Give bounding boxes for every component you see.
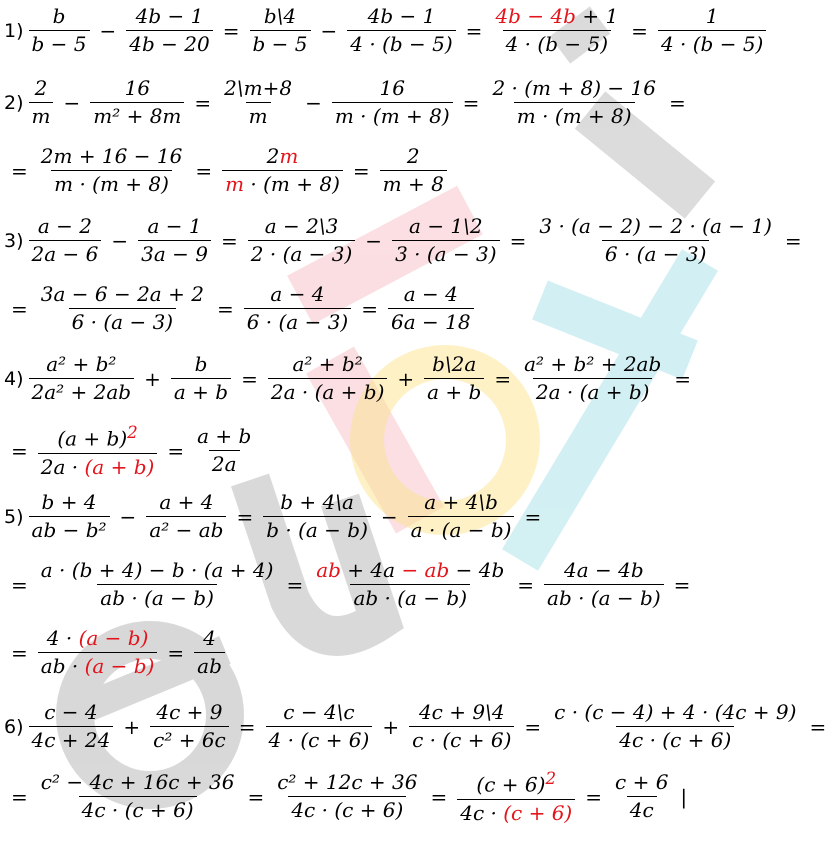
fraction: [392, 216, 500, 265]
denominator: 4 · (b − 5): [347, 30, 455, 55]
term: (a + b): [57, 426, 128, 451]
numerator: 2\m+8: [224, 76, 293, 100]
numerator: b\2a: [432, 352, 477, 376]
denominator: a + b: [424, 378, 484, 403]
equals-sign: =: [222, 18, 240, 43]
fraction: [492, 6, 621, 55]
numerator: a + b: [197, 424, 252, 449]
fraction: [150, 702, 229, 751]
denominator: m · (m + 8): [514, 102, 635, 127]
denominator: 4c · (c + 6): [616, 726, 734, 751]
denominator: 2a − 6: [29, 240, 102, 265]
numerator: c² + 12c + 36: [277, 770, 418, 795]
problem-5-line-3: [4, 628, 228, 677]
equals-sign: =: [784, 228, 802, 253]
numerator: b\4: [263, 4, 297, 28]
denominator: b − 5: [29, 30, 90, 55]
fraction: [29, 6, 90, 55]
denominator: ab · (a − b): [544, 584, 664, 609]
equals-sign: =: [194, 90, 212, 115]
numerator: [492, 6, 621, 30]
equals-sign: =: [241, 366, 258, 391]
denominator: 2 · (a − 3): [248, 240, 356, 265]
denominator: 4c · (c + 6): [288, 796, 406, 821]
equals-sign: =: [494, 366, 512, 391]
denominator: 4 · (b − 5): [658, 30, 766, 55]
equals-sign: =: [809, 714, 827, 739]
numerator: [313, 560, 507, 584]
fraction: [551, 702, 799, 751]
denominator: a + b: [171, 378, 231, 403]
fraction: [29, 354, 135, 403]
fraction: [268, 354, 388, 403]
denominator: 6 · (a − 3): [602, 240, 710, 265]
highlight-term: 4b − 4b: [495, 4, 576, 28]
denominator: [457, 799, 575, 824]
equals-sign: =: [286, 572, 304, 597]
fraction: [408, 492, 515, 541]
denominator: b · (a − b): [263, 516, 371, 541]
numerator: 4c + 9\4: [418, 700, 505, 724]
numerator: a − 4: [270, 282, 325, 306]
denominator: m + 8: [380, 170, 447, 195]
numerator: [44, 628, 152, 652]
equals-sign: =: [352, 158, 370, 183]
equals-sign: =: [465, 18, 483, 43]
minus-sign: −: [119, 504, 137, 529]
fraction: [38, 424, 158, 478]
numerator: a − 2: [37, 214, 92, 238]
problem-5-label: 5): [4, 505, 24, 528]
term: 2a ·: [40, 454, 85, 479]
fraction: [457, 770, 575, 824]
equals-sign: =: [167, 438, 185, 463]
equals-sign: =: [668, 90, 686, 115]
numerator: a − 4: [403, 282, 458, 306]
fraction: [29, 702, 114, 751]
plus-sign: +: [397, 366, 415, 391]
fraction: [612, 772, 671, 821]
equals-sign: =: [462, 90, 480, 115]
problem-1-line-1: [4, 6, 769, 55]
numerator: 4a − 4b: [564, 558, 644, 582]
numerator: c² − 4c + 16c + 36: [40, 770, 235, 795]
highlight-term: (a + b): [84, 454, 155, 479]
fraction: [38, 560, 277, 609]
fraction: [266, 702, 373, 751]
term: (c + 6): [476, 772, 546, 797]
term: 4c ·: [460, 800, 504, 825]
numerator: b + 4: [41, 490, 97, 514]
fraction: [388, 284, 474, 333]
numerator: 3 · (a − 2) − 2 · (a − 1): [539, 214, 772, 238]
numerator: a² + b²: [46, 352, 117, 376]
denominator: m: [246, 102, 271, 127]
denominator: m · (m + 8): [332, 102, 453, 127]
numerator: c + 6: [615, 770, 669, 795]
fraction: [38, 284, 207, 333]
problem-3-line-1: [4, 216, 809, 265]
denominator: [222, 170, 343, 195]
term: + 1: [575, 4, 619, 28]
equals-sign: =: [11, 438, 28, 463]
numerator: a − 1\2: [409, 214, 483, 238]
numerator: b + 4\a: [280, 490, 354, 514]
equals-sign: =: [361, 296, 378, 321]
denominator: 2a: [209, 450, 240, 475]
fraction: [29, 492, 110, 541]
fraction: [409, 702, 514, 751]
fraction: [90, 78, 184, 127]
plus-sign: +: [144, 366, 161, 391]
highlight-term: (a − b): [78, 626, 149, 650]
minus-sign: −: [305, 90, 322, 115]
denominator: a · (a − b): [408, 516, 515, 541]
denominator: c² + 6c: [150, 726, 229, 751]
numerator: b: [194, 352, 208, 376]
fraction: [138, 216, 211, 265]
numerator: 1: [705, 4, 719, 28]
problem-6-label: 6): [4, 715, 24, 738]
denominator: 4b − 20: [126, 30, 212, 55]
problem-2-line-2: [4, 146, 450, 195]
term: − 4b: [449, 558, 505, 582]
fraction: [248, 216, 356, 265]
problem-2-line-1: [4, 78, 693, 127]
denominator: 4c + 24: [29, 726, 114, 751]
numerator: 2: [34, 76, 48, 100]
numerator: [264, 146, 302, 170]
problem-4-label: 4): [4, 367, 24, 390]
denominator: ab − b²: [29, 516, 110, 541]
equals-sign: =: [11, 158, 28, 183]
fraction: [424, 354, 484, 403]
fraction: [313, 560, 507, 609]
equals-sign: =: [524, 504, 542, 529]
minus-sign: −: [380, 504, 398, 529]
denominator: ab: [194, 652, 225, 677]
fraction: [244, 284, 352, 333]
highlight-term: m: [225, 172, 245, 196]
highlight-term: (a − b): [84, 654, 155, 678]
numerator: a + 4\b: [424, 490, 498, 514]
equals-sign: =: [674, 366, 692, 391]
numerator: 2 · (m + 8) − 16: [492, 76, 656, 100]
problem-4-line-1: [4, 354, 698, 403]
numerator: [473, 770, 559, 799]
highlight-term: m: [279, 144, 299, 168]
equals-sign: =: [509, 228, 527, 253]
denominator: a² − ab: [146, 516, 226, 541]
fraction: [380, 146, 447, 195]
fraction: [250, 6, 311, 55]
fraction: [536, 216, 775, 265]
denominator: c · (c + 6): [409, 726, 514, 751]
fraction: [146, 492, 226, 541]
equals-sign: =: [236, 504, 254, 529]
fraction: [222, 146, 343, 195]
numerator: c · (c − 4) + 4 · (4c + 9): [554, 700, 797, 724]
highlight-term: (c + 6): [503, 800, 573, 825]
numerator: 2m + 16 − 16: [40, 144, 183, 168]
equals-sign: =: [221, 228, 238, 253]
highlight-exponent: 2: [127, 423, 138, 442]
fraction: [221, 78, 295, 127]
denominator: 4 · (b − 5): [503, 30, 611, 55]
denominator: 4c · (c + 6): [79, 796, 197, 821]
numerator: [54, 424, 140, 453]
numerator: a · (b + 4) − b · (a + 4): [40, 558, 274, 582]
denominator: m · (m + 8): [51, 170, 172, 195]
fraction: [29, 216, 102, 265]
equals-sign: =: [430, 784, 448, 809]
term: ab ·: [40, 654, 85, 678]
problem-5-line-2: [4, 560, 697, 609]
denominator: 3a − 9: [138, 240, 211, 265]
equals-sign: =: [11, 640, 28, 665]
equals-sign: =: [11, 784, 28, 809]
denominator: 4c: [627, 796, 657, 821]
numerator: 16: [379, 76, 405, 100]
minus-sign: −: [99, 18, 117, 43]
problem-5-line-1: [4, 492, 548, 541]
minus-sign: −: [63, 90, 81, 115]
fraction: [38, 772, 238, 821]
denominator: m: [29, 102, 54, 127]
equals-sign: =: [11, 296, 28, 321]
fraction: [489, 78, 659, 127]
fraction: [347, 6, 455, 55]
numerator: 4c + 9: [156, 700, 223, 724]
numerator: 4: [203, 626, 216, 650]
numerator: 4b − 1: [135, 4, 204, 28]
fraction: [521, 354, 664, 403]
equals-sign: =: [238, 714, 256, 739]
equals-sign: =: [517, 572, 535, 597]
numerator: c − 4: [44, 700, 98, 724]
minus-sign: −: [111, 228, 129, 253]
highlight-term: ab: [316, 558, 341, 582]
equals-sign: =: [585, 784, 603, 809]
numerator: c − 4\c: [283, 700, 355, 724]
problem-1-label: 1): [4, 19, 24, 42]
numerator: a − 1: [147, 214, 202, 238]
problem-4-line-2: [4, 424, 257, 478]
term: · (m + 8): [244, 172, 340, 196]
term: 4 ·: [46, 626, 79, 650]
minus-sign: −: [320, 18, 338, 43]
term: 2: [266, 144, 280, 168]
denominator: b − 5: [250, 30, 311, 55]
fraction: [263, 492, 371, 541]
equals-sign: =: [524, 714, 542, 739]
fraction: [38, 628, 158, 677]
denominator: 2a · (a + b): [268, 378, 388, 403]
equals-sign: =: [631, 18, 648, 43]
denominator: [38, 652, 158, 677]
denominator: ab · (a − b): [350, 584, 470, 609]
highlight-term: − ab: [401, 558, 450, 582]
denominator: 2a · (a + b): [533, 378, 653, 403]
equals-sign: =: [216, 296, 234, 321]
fraction: [544, 560, 664, 609]
denominator: 2a² + 2ab: [29, 378, 135, 403]
equals-sign: =: [195, 158, 213, 183]
fraction: [194, 628, 225, 677]
numerator: 16: [124, 76, 151, 100]
text-cursor: |: [680, 784, 688, 809]
problem-2-label: 2): [4, 91, 24, 114]
denominator: 6 · (a − 3): [244, 308, 352, 333]
fraction: [274, 772, 420, 821]
fraction: [194, 426, 254, 475]
fraction: [38, 146, 186, 195]
term: + 4a: [340, 558, 402, 582]
fraction: [171, 354, 231, 403]
numerator: 3a − 6 − 2a + 2: [40, 282, 204, 306]
numerator: a − 2\3: [264, 214, 339, 238]
numerator: 2: [406, 144, 420, 168]
numerator: a + 4: [159, 490, 214, 514]
problem-6-line-1: [4, 702, 833, 751]
fraction: [658, 6, 766, 55]
plus-sign: +: [123, 714, 141, 739]
denominator: 6a − 18: [388, 308, 474, 333]
denominator: m² + 8m: [90, 102, 184, 127]
plus-sign: +: [382, 714, 400, 739]
highlight-exponent: 2: [545, 769, 557, 788]
numerator: a² + b² + 2ab: [524, 352, 662, 376]
denominator: [38, 453, 158, 478]
fraction: [29, 78, 54, 127]
numerator: b: [52, 4, 66, 28]
numerator: 4b − 1: [367, 4, 436, 28]
problem-3-line-2: [4, 284, 477, 333]
equals-sign: =: [247, 784, 265, 809]
minus-sign: −: [365, 228, 383, 253]
problem-6-line-2: [4, 770, 687, 824]
equals-sign: =: [11, 572, 28, 597]
equals-sign: =: [673, 572, 691, 597]
problem-3-label: 3): [4, 229, 24, 252]
fraction: [332, 78, 453, 127]
numerator: a² + b²: [292, 352, 363, 376]
fraction: [126, 6, 212, 55]
equals-sign: =: [167, 640, 185, 665]
denominator: ab · (a − b): [97, 584, 217, 609]
denominator: 3 · (a − 3): [392, 240, 500, 265]
denominator: 6 · (a − 3): [69, 308, 177, 333]
denominator: 4 · (c + 6): [266, 726, 373, 751]
